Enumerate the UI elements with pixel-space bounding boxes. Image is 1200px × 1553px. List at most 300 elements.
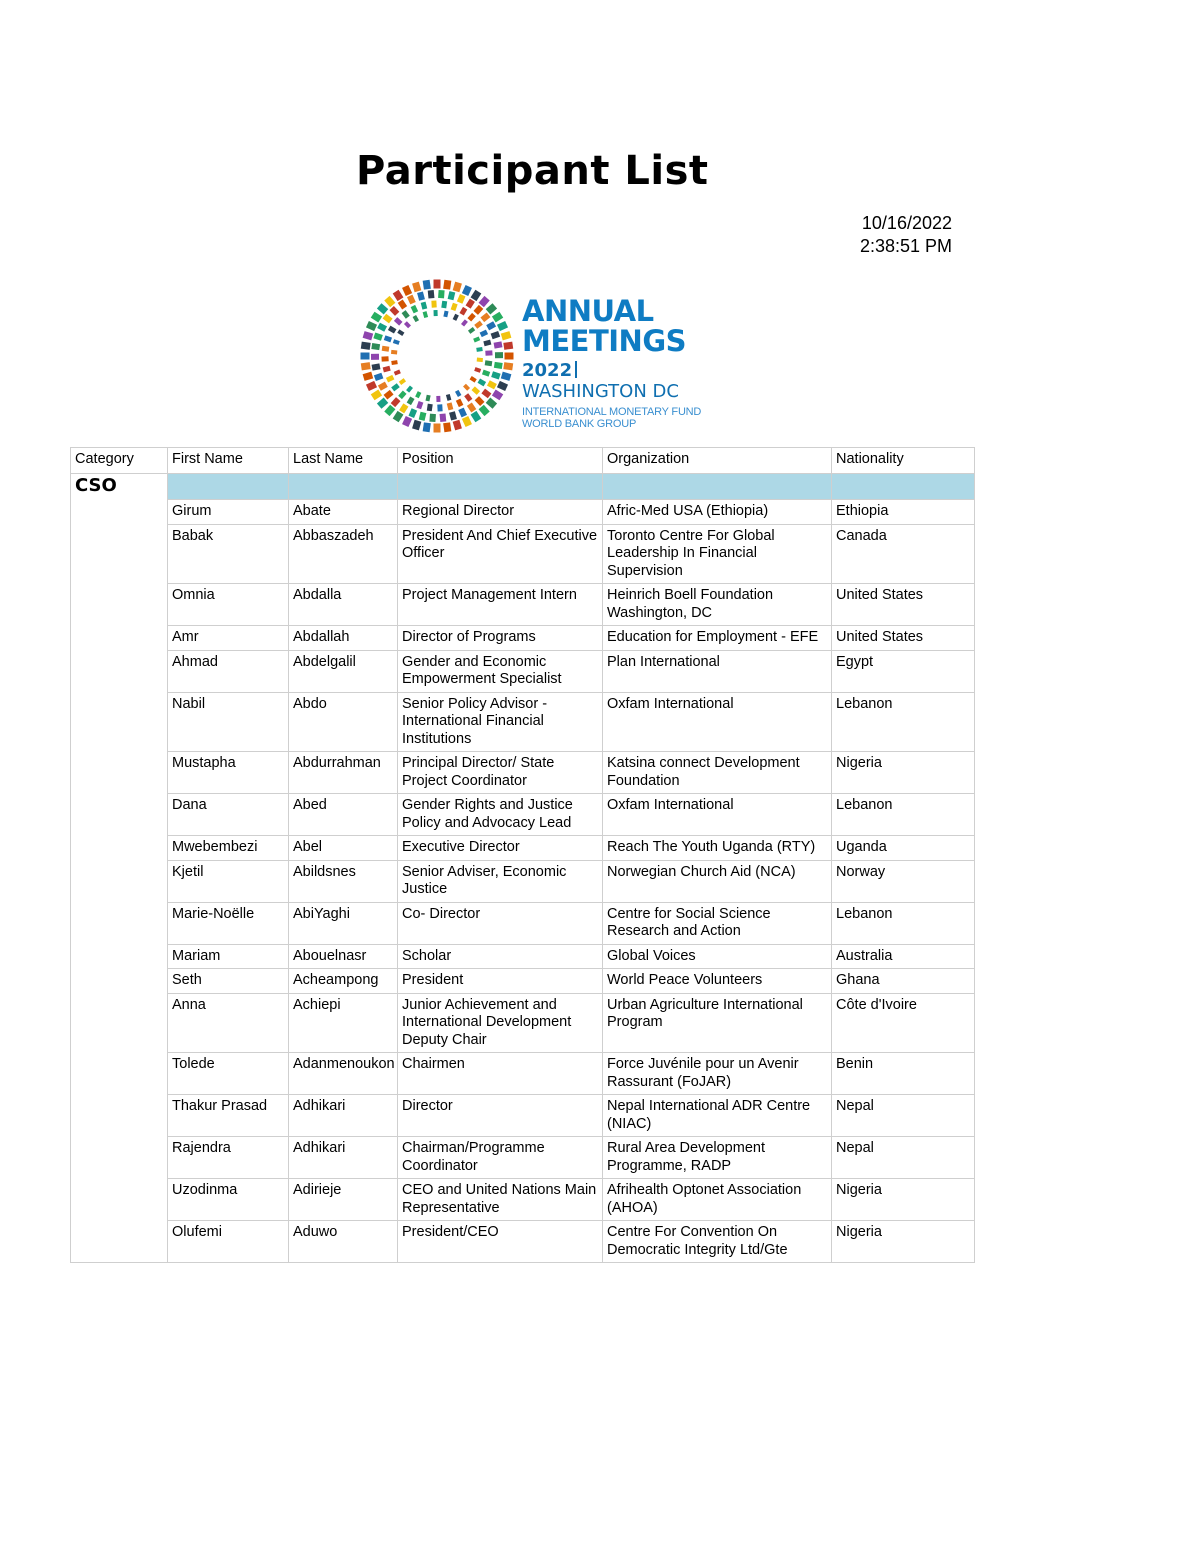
- last-name-cell: Acheampong: [289, 969, 398, 994]
- flag-tile: [421, 302, 428, 310]
- flag-tile: [438, 290, 445, 298]
- flag-tile: [391, 383, 400, 391]
- participant-table: [70, 447, 975, 1263]
- flag-tile: [388, 326, 397, 334]
- category-cell: [71, 650, 168, 692]
- flag-tile: [391, 350, 397, 355]
- flag-tile: [480, 330, 488, 338]
- flag-tile: [477, 358, 483, 363]
- flag-tile: [462, 416, 472, 427]
- page-title: Participant List: [356, 148, 709, 194]
- category-cell: [71, 752, 168, 794]
- table-row: [71, 1053, 975, 1095]
- band-cell: [398, 474, 603, 500]
- last-name-cell: Achiepi: [289, 993, 398, 1053]
- flag-tile: [440, 413, 447, 422]
- flag-tile: [453, 314, 459, 321]
- table-row: [71, 836, 975, 861]
- category-cell: [71, 794, 168, 836]
- flag-tile: [478, 378, 487, 386]
- flag-tile: [429, 414, 436, 422]
- flag-tile: [494, 341, 503, 348]
- organization-cell: Afric-Med USA (Ethiopia): [603, 500, 832, 525]
- flag-tile: [453, 420, 462, 431]
- organization-cell: Toronto Centre For Global Leadership In Financial Supervision: [603, 524, 832, 584]
- table-row: [71, 1221, 975, 1263]
- band-cell: [603, 474, 832, 500]
- table-row: [71, 584, 975, 626]
- flag-tile: [455, 390, 461, 397]
- organization-cell: Education for Employment - EFE: [603, 626, 832, 651]
- flag-tile: [486, 303, 497, 314]
- nationality-cell: Norway: [832, 860, 975, 902]
- flag-tile: [446, 394, 451, 401]
- flag-tile: [391, 397, 401, 407]
- flag-tile: [456, 399, 464, 407]
- first-name-cell: Uzodinma: [168, 1179, 289, 1221]
- organization-cell: Plan International: [603, 650, 832, 692]
- flag-tile: [497, 321, 508, 331]
- flag-tile: [485, 360, 493, 366]
- flag-tile: [412, 282, 421, 293]
- flag-tile: [473, 336, 480, 342]
- logo-text: [522, 296, 703, 430]
- last-name-cell: Abouelnasr: [289, 944, 398, 969]
- table-row: [71, 902, 975, 944]
- flag-tile: [371, 312, 382, 323]
- flag-tile: [389, 306, 399, 316]
- organization-cell: World Peace Volunteers: [603, 969, 832, 994]
- flag-tile: [382, 346, 390, 352]
- flag-tile: [467, 402, 476, 412]
- nationality-cell: Nigeria: [832, 1179, 975, 1221]
- first-name-cell: Thakur Prasad: [168, 1095, 289, 1137]
- flag-tile: [417, 291, 425, 300]
- first-name-cell: Mwebembezi: [168, 836, 289, 861]
- flag-tile: [434, 424, 441, 433]
- flag-tile: [373, 333, 382, 341]
- flag-tile: [371, 354, 379, 360]
- table-row: [71, 650, 975, 692]
- nationality-cell: Uganda: [832, 836, 975, 861]
- flag-tile: [443, 422, 451, 432]
- organization-cell: Heinrich Boell Foundation Washington, DC: [603, 584, 832, 626]
- flag-tile: [457, 294, 466, 304]
- last-name-cell: Adhikari: [289, 1137, 398, 1179]
- first-name-cell: Nabil: [168, 692, 289, 752]
- flag-tile: [372, 363, 381, 370]
- logo-wbg: WORLD BANK GROUP: [522, 418, 637, 430]
- organization-cell: Global Voices: [603, 944, 832, 969]
- flag-tile: [393, 290, 404, 301]
- category-cell: [71, 692, 168, 752]
- flag-tile: [482, 370, 490, 377]
- table-row: [71, 500, 975, 525]
- flag-tile: [366, 321, 377, 331]
- organization-cell: Afrihealth Optonet Association (AHOA): [603, 1179, 832, 1221]
- flag-tile: [423, 311, 428, 318]
- flag-tile: [394, 370, 401, 376]
- organization-cell: Katsina connect Development Foundation: [603, 752, 832, 794]
- flag-tile: [394, 317, 403, 325]
- category-cell: [71, 944, 168, 969]
- flag-tile: [474, 367, 481, 373]
- flag-tile: [371, 343, 380, 350]
- table-row: [71, 993, 975, 1053]
- flag-tile: [486, 321, 496, 330]
- category-cell: [71, 902, 168, 944]
- first-name-cell: Amr: [168, 626, 289, 651]
- first-name-cell: Omnia: [168, 584, 289, 626]
- position-cell: President And Chief Executive Officer: [398, 524, 603, 584]
- nationality-cell: Nigeria: [832, 752, 975, 794]
- organization-cell: Norwegian Church Aid (NCA): [603, 860, 832, 902]
- position-cell: CEO and United Nations Main Representative: [398, 1179, 603, 1221]
- last-name-cell: AbiYaghi: [289, 902, 398, 944]
- first-name-cell: Marie-Noëlle: [168, 902, 289, 944]
- flag-tile: [406, 386, 413, 393]
- logo-line-meetings: MEETINGS: [522, 324, 687, 358]
- flag-tile: [397, 329, 404, 336]
- position-cell: Senior Policy Advisor - International Financial Institutions: [398, 692, 603, 752]
- category-cell: [71, 1179, 168, 1221]
- flag-tile: [479, 405, 490, 416]
- column-header: Last Name: [289, 448, 398, 474]
- last-name-cell: Abate: [289, 500, 398, 525]
- flag-tile: [487, 380, 497, 389]
- flag-tile: [377, 303, 388, 314]
- flag-tile: [485, 350, 492, 355]
- organization-cell: Force Juvénile pour un Avenir Rassurant (FoJAR): [603, 1053, 832, 1095]
- first-name-cell: Seth: [168, 969, 289, 994]
- flag-tile: [404, 321, 411, 328]
- table-row: [71, 752, 975, 794]
- table-row: [71, 860, 975, 902]
- flag-tile: [399, 403, 408, 413]
- flag-tile: [374, 373, 384, 381]
- flag-tile: [402, 285, 412, 296]
- last-name-cell: Aduwo: [289, 1221, 398, 1263]
- flag-tile: [486, 398, 497, 409]
- last-name-cell: Abel: [289, 836, 398, 861]
- category-cell: [71, 524, 168, 584]
- organization-cell: Reach The Youth Uganda (RTY): [603, 836, 832, 861]
- flag-tile: [407, 295, 416, 305]
- first-name-cell: Babak: [168, 524, 289, 584]
- column-header: First Name: [168, 448, 289, 474]
- flag-tile: [384, 390, 394, 400]
- table-row: [71, 794, 975, 836]
- flag-tile: [398, 391, 406, 400]
- flag-tile: [466, 299, 475, 309]
- flag-tile: [467, 313, 475, 322]
- flag-tile: [423, 422, 431, 432]
- position-cell: Junior Achievement and International Development Deputy Chair: [398, 993, 603, 1053]
- flag-tile: [497, 381, 508, 391]
- flag-tile: [503, 362, 513, 370]
- first-name-cell: Girum: [168, 500, 289, 525]
- column-header: Position: [398, 448, 603, 474]
- flag-tile: [468, 327, 475, 334]
- flag-tile: [471, 411, 482, 422]
- logo-city: WASHINGTON DC: [522, 381, 679, 402]
- position-cell: Director of Programs: [398, 626, 603, 651]
- band-cell: [832, 474, 975, 500]
- flag-tile: [416, 401, 423, 409]
- flag-tile: [461, 319, 468, 326]
- flag-tile: [483, 340, 491, 347]
- category-cell: [71, 1095, 168, 1137]
- flag-tile: [480, 312, 490, 322]
- organization-cell: Urban Agriculture International Program: [603, 993, 832, 1053]
- flag-tile: [501, 372, 512, 381]
- last-name-cell: Adhikari: [289, 1095, 398, 1137]
- category-cell: [71, 1053, 168, 1095]
- table-row: [71, 524, 975, 584]
- first-name-cell: Dana: [168, 794, 289, 836]
- flag-tile: [448, 291, 456, 300]
- position-cell: Chairman/Programme Coordinator: [398, 1137, 603, 1179]
- first-name-cell: Mariam: [168, 944, 289, 969]
- flag-tile: [361, 342, 371, 350]
- flag-tile: [411, 305, 419, 313]
- flag-tile: [384, 296, 395, 307]
- nationality-cell: Benin: [832, 1053, 975, 1095]
- category-cell: [71, 836, 168, 861]
- flag-tile: [384, 335, 392, 342]
- flag-tile: [441, 301, 447, 309]
- nationality-cell: Egypt: [832, 650, 975, 692]
- flag-tile: [471, 290, 482, 301]
- nationality-cell: United States: [832, 626, 975, 651]
- flag-tile: [402, 310, 410, 319]
- flag-tile: [443, 280, 451, 290]
- last-name-cell: Abdurrahman: [289, 752, 398, 794]
- first-name-cell: Olufemi: [168, 1221, 289, 1263]
- flag-tile: [462, 285, 472, 296]
- nationality-cell: Canada: [832, 524, 975, 584]
- position-cell: Director: [398, 1095, 603, 1137]
- last-name-cell: Abdo: [289, 692, 398, 752]
- first-name-cell: Anna: [168, 993, 289, 1053]
- band-cell: [289, 474, 398, 500]
- nationality-cell: Nepal: [832, 1137, 975, 1179]
- last-name-cell: Abdalla: [289, 584, 398, 626]
- flag-tile: [492, 390, 503, 401]
- flag-tile: [470, 376, 477, 383]
- table-header-row: [71, 448, 975, 474]
- column-header: Nationality: [832, 448, 975, 474]
- position-cell: President: [398, 969, 603, 994]
- table-row: [71, 969, 975, 994]
- table-row: [71, 1179, 975, 1221]
- organization-cell: Centre for Social Science Research and Action: [603, 902, 832, 944]
- column-header: Category: [71, 448, 168, 474]
- flag-tile: [434, 310, 438, 316]
- flag-tile: [447, 402, 454, 410]
- nationality-cell: Lebanon: [832, 794, 975, 836]
- flag-tile: [383, 366, 391, 373]
- last-name-cell: Abed: [289, 794, 398, 836]
- flag-tile: [425, 395, 430, 402]
- flag-tile: [491, 371, 500, 379]
- flag-tile: [366, 381, 377, 391]
- flag-tile: [393, 411, 404, 422]
- position-cell: Executive Director: [398, 836, 603, 861]
- category-cell: [71, 860, 168, 902]
- flag-tile: [423, 280, 431, 290]
- table-row: [71, 1137, 975, 1179]
- flag-tile: [386, 375, 394, 383]
- last-name-cell: Abdelgalil: [289, 650, 398, 692]
- flag-tile: [415, 391, 421, 398]
- flag-tile: [419, 412, 427, 421]
- nationality-cell: Côte d'Ivoire: [832, 993, 975, 1053]
- flag-tile: [363, 372, 374, 381]
- category-cell: [71, 500, 168, 525]
- category-cell: [71, 969, 168, 994]
- category-cell: [71, 1137, 168, 1179]
- print-time: 2:38:51 PM: [859, 236, 952, 256]
- organization-cell: Oxfam International: [603, 794, 832, 836]
- flag-tile: [474, 321, 483, 329]
- flag-tile: [473, 305, 483, 315]
- position-cell: President/CEO: [398, 1221, 603, 1263]
- flag-tile: [459, 307, 467, 316]
- flag-tile: [363, 331, 374, 340]
- last-name-cell: Abildsnes: [289, 860, 398, 902]
- category-band-row: [71, 474, 975, 500]
- category-cell: [71, 1221, 168, 1263]
- flag-tile: [381, 356, 388, 361]
- last-name-cell: Adanmenoukon: [289, 1053, 398, 1095]
- category-cell: [71, 626, 168, 651]
- flag-tile: [494, 362, 503, 369]
- flag-tile: [393, 339, 400, 345]
- flag-tile: [377, 398, 388, 409]
- flag-tile: [407, 397, 415, 406]
- flag-tile: [472, 386, 481, 394]
- annual-meetings-logo: [357, 276, 703, 436]
- flag-tile: [481, 389, 491, 399]
- flag-tile: [505, 353, 514, 360]
- flag-tile: [495, 352, 503, 358]
- logo-year-city: [522, 360, 703, 402]
- table-row: [71, 626, 975, 651]
- print-date: 10/16/2022: [861, 213, 952, 233]
- position-cell: Co- Director: [398, 902, 603, 944]
- flag-tile: [463, 384, 470, 391]
- nationality-cell: Ghana: [832, 969, 975, 994]
- first-name-cell: Rajendra: [168, 1137, 289, 1179]
- flag-tile: [402, 416, 412, 427]
- flag-tile: [436, 396, 440, 402]
- flag-tile: [383, 314, 393, 324]
- flag-tile: [427, 404, 433, 412]
- flag-tile: [371, 390, 382, 401]
- flag-tile: [409, 408, 418, 418]
- nationality-cell: United States: [832, 584, 975, 626]
- nationality-cell: Lebanon: [832, 902, 975, 944]
- flag-tile: [475, 396, 485, 406]
- first-name-cell: Mustapha: [168, 752, 289, 794]
- logo-imf: INTERNATIONAL MONETARY FUND: [522, 406, 702, 418]
- last-name-cell: Abdallah: [289, 626, 398, 651]
- nationality-cell: Nepal: [832, 1095, 975, 1137]
- flag-tile: [378, 382, 388, 391]
- first-name-cell: Kjetil: [168, 860, 289, 902]
- first-name-cell: Tolede: [168, 1053, 289, 1095]
- category-label: CSO: [71, 474, 168, 500]
- flag-tile: [443, 311, 448, 318]
- position-cell: Regional Director: [398, 500, 603, 525]
- flag-tile: [492, 312, 503, 323]
- flag-tile: [413, 315, 419, 322]
- logo-separator: [575, 361, 577, 378]
- last-name-cell: Abbaszadeh: [289, 524, 398, 584]
- category-cell: [71, 993, 168, 1053]
- flag-tile: [361, 353, 370, 360]
- flag-tile: [491, 331, 501, 339]
- flag-tile: [361, 362, 371, 370]
- flag-tile: [434, 280, 441, 289]
- flags-ring-icon: [357, 276, 517, 436]
- nationality-cell: Nigeria: [832, 1221, 975, 1263]
- flag-tile: [412, 420, 421, 431]
- flag-tile: [391, 360, 398, 365]
- table-row: [71, 1095, 975, 1137]
- organization-cell: Centre For Convention On Democratic Integrity Ltd/Gte: [603, 1221, 832, 1263]
- flag-tile: [428, 290, 435, 299]
- nationality-cell: Australia: [832, 944, 975, 969]
- flag-tile: [453, 282, 462, 293]
- logo-institutions: [522, 406, 703, 430]
- flag-tile: [476, 347, 483, 352]
- table-row: [71, 692, 975, 752]
- logo-year: 2022: [522, 360, 573, 381]
- logo-line-annual: ANNUAL: [522, 294, 654, 328]
- organization-cell: Nepal International ADR Centre (NIAC): [603, 1095, 832, 1137]
- position-cell: Scholar: [398, 944, 603, 969]
- band-cell: [168, 474, 289, 500]
- flag-tile: [398, 300, 407, 310]
- position-cell: Principal Director/ State Project Coordinator: [398, 752, 603, 794]
- last-name-cell: Adirieje: [289, 1179, 398, 1221]
- flag-tile: [431, 300, 436, 307]
- nationality-cell: Ethiopia: [832, 500, 975, 525]
- category-cell: [71, 584, 168, 626]
- organization-cell: Rural Area Development Programme, RADP: [603, 1137, 832, 1179]
- position-cell: Project Management Intern: [398, 584, 603, 626]
- flag-tile: [464, 393, 472, 402]
- flag-tile: [451, 303, 458, 311]
- position-cell: Gender and Economic Empowerment Specialist: [398, 650, 603, 692]
- flag-tile: [384, 405, 395, 416]
- flag-tile: [479, 296, 490, 307]
- flag-tile: [503, 342, 513, 350]
- flag-tile: [377, 323, 387, 332]
- first-name-cell: Ahmad: [168, 650, 289, 692]
- column-header: Organization: [603, 448, 832, 474]
- nationality-cell: Lebanon: [832, 692, 975, 752]
- position-cell: Senior Adviser, Economic Justice: [398, 860, 603, 902]
- position-cell: Gender Rights and Justice Policy and Advocacy Lead: [398, 794, 603, 836]
- organization-cell: Oxfam International: [603, 692, 832, 752]
- flag-tile: [437, 404, 442, 411]
- flag-tile: [399, 378, 406, 385]
- position-cell: Chairmen: [398, 1053, 603, 1095]
- flag-tile: [501, 331, 512, 340]
